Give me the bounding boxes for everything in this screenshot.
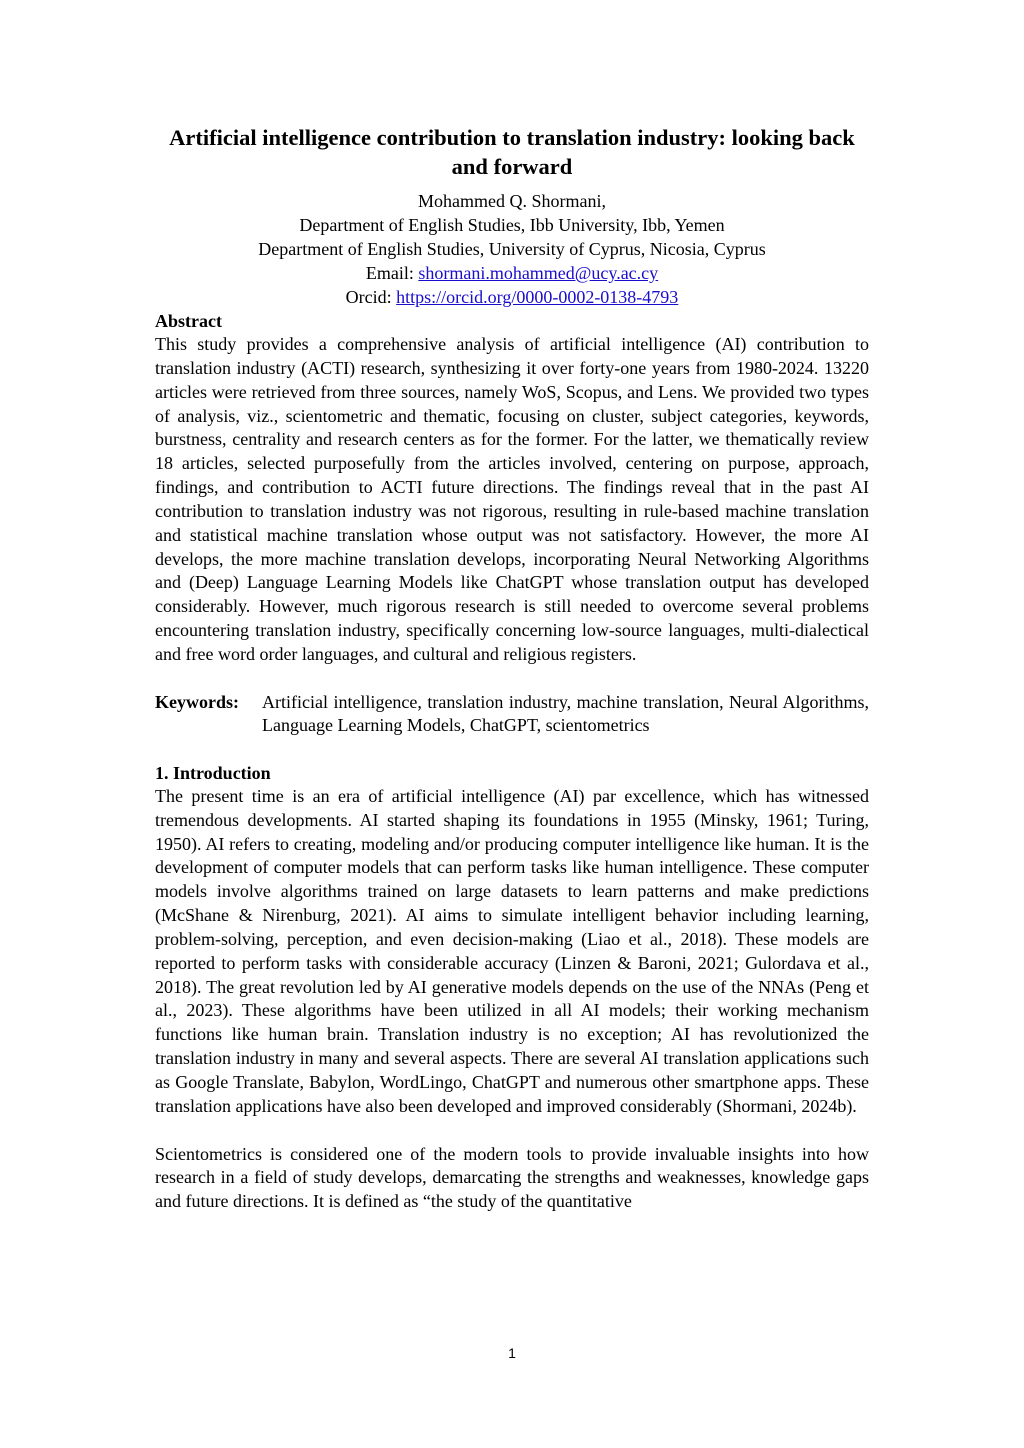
email-link[interactable]: shormani.mohammed@ucy.ac.cy [418,263,659,283]
author-orcid-line [155,285,869,309]
paper-title: Artificial intelligence contribution to translation industry: looking back and forward [169,125,855,179]
abstract-heading: Abstract [155,311,222,331]
author-affiliation-2: Department of English Studies, University of Cyprus, Nicosia, Cyprus [258,239,766,259]
introduction-paragraph-1: The present time is an era of artificial intelligence (AI) par excellence, which has witnessed tremendous developments. AI started shaping its foundations in 1955 (Minsky, 1961; Turing, 1950). AI refers to creating, modeling and/or producing computer intelligence like human. It is the development of computer models that can perform tasks like human intelligence. These computer models involve algorithms trained on large datasets to learn patterns and make predictions (McShane & Nirenburg, 2021). AI aims to simulate intelligent behavior including learning, problem-solving, perception, and even decision-making (Liao et al., 2018). These models are reported to perform tasks with considerable accuracy (Linzen & Baroni, 2021; Gulordava et al., 2018). The great revolution led by AI generative models depends on the use of the NNAs (Peng et al., 2023). These algorithms have been utilized in all AI models; their working mechanism functions like human brain. Translation industry is no exception; AI has revolutionized the translation industry in many and several aspects. There are several AI translation applications such as Google Translate, Babylon, WordLingo, ChatGPT and numerous other smartphone apps. These translation applications have also been developed and improved considerably (Shormani, 2024b). [155,785,869,1116]
email-label: Email: [365,263,419,283]
orcid-link[interactable]: https://orcid.org/0000-0002-0138-4793 [396,287,679,307]
keywords-label: Keywords: [155,691,239,712]
orcid-label: Orcid: [345,287,397,307]
paper-page [155,123,869,1214]
page-number: 1 [508,1345,516,1361]
author-name: Mohammed Q. Shormani, [418,191,606,211]
author-email-line [155,261,869,285]
introduction-paragraph-2: Scientometrics is considered one of the modern tools to provide invaluable insights into how research in a field of study develops, demarcating the strengths and weaknesses, knowledge gaps and future directions. It is defined as “the study of the quantitative [155,1143,869,1212]
abstract-text: This study provides a comprehensive analysis of artificial intelligence (AI) contribution to translation industry (ACTI) research, synthesizing it over forty-one years from 1980-2024. 13220 articles were retrieved from three sources, namely WoS, Scopus, and Lens. We provided two types of analysis, viz., scientometric and thematic, focusing on cluster, subject categories, keywords, burstness, centrality and research centers as for the former. For the latter, we thematically review 18 articles, selected purposefully from the articles involved, centering on purpose, approach, findings, and contribution to ACTI future directions. The findings reveal that in the past AI contribution to translation industry was not rigorous, resulting in rule-based machine translation and statistical machine translation whose output was not satisfactory. However, the more AI develops, the more machine translation develops, incorporating Neural Networking Algorithms and (Deep) Language Learning Models like ChatGPT whose translation output has developed considerably. However, much rigorous research is still needed to overcome several problems encountering translation industry, specifically concerning low-source languages, multi-dialectical and free word order languages, and cultural and religious registers. [155,334,869,664]
keywords-text: Artificial intelligence, translation industry, machine translation, Neural Algorithms, Language Learning Models, ChatGPT, scientometrics [262,691,869,736]
keywords-block [155,691,869,738]
author-affiliation-1: Department of English Studies, Ibb University, Ibb, Yemen [299,215,725,235]
author-block [155,189,869,309]
introduction-heading: 1. Introduction [155,762,271,783]
